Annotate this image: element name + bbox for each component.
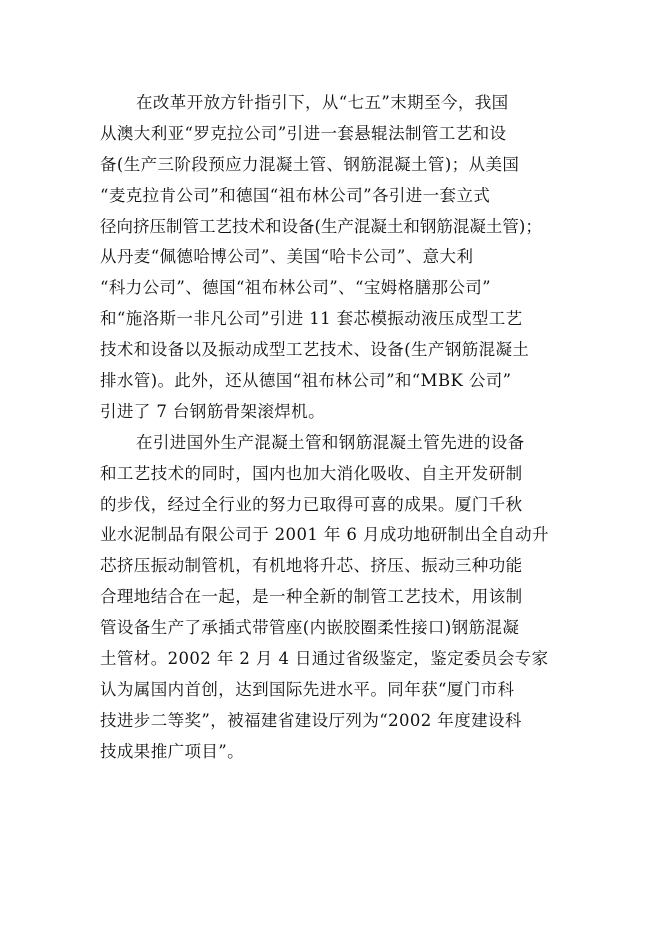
- text-line: 业水泥制品有限公司于 2001 年 6 月成功地研制出全自动升: [100, 525, 549, 545]
- text-line: 和“施洛斯一非凡公司”引进 11 套芯模振动液压成型工艺: [100, 309, 523, 329]
- text-line: “科力公司”、德国“祖布林公司”、“宝姆格膳那公司”: [100, 278, 492, 298]
- paragraph-2: [100, 428, 570, 768]
- text-line: 技成果推广项目”。: [100, 741, 245, 761]
- text-line: 土管材。2002 年 2 月 4 日通过省级鉴定，鉴定委员会专家: [100, 649, 549, 669]
- text-line: 从澳大利亚“罗克拉公司”引进一套悬辊法制管工艺和设: [100, 123, 507, 143]
- text-line: “麦克拉肯公司”和德国“祖布林公司”各引进一套立式: [100, 185, 491, 205]
- text-line: 径向挤压制管工艺技术和设备(生产混凝土和钢筋混凝土管)；: [100, 216, 542, 236]
- text-line: 合理地结合在一起，是一种全新的制管工艺技术，用该制: [100, 587, 523, 607]
- text-line: 在引进国外生产混凝土管和钢筋混凝土管先进的设备: [136, 432, 525, 452]
- text-line: 技进步二等奖”，被福建省建设厅列为“2002 年度建设科: [100, 710, 522, 730]
- text-line: 管设备生产了承插式带管座(内嵌胶圈柔性接口)钢筋混凝: [100, 618, 520, 638]
- text-line: 排水管)。此外，还从德国“祖布林公司”和“MBK 公司”: [100, 371, 512, 391]
- text-line: 技术和设备以及振动成型工艺技术、设备(生产钢筋混凝土: [100, 340, 530, 360]
- text-line: 在改革开放方针指引下，从“七五”末期至今，我国: [136, 93, 509, 112]
- text-line: 引进了 7 台钢筋骨架滚焊机。: [100, 401, 325, 421]
- text-line: 从丹麦“佩德哈博公司”、美国“哈卡公司”、意大利: [100, 247, 474, 267]
- paragraph-1: [100, 88, 570, 428]
- text-line: 的步伐，经过全行业的努力已取得可喜的成果。厦门千秋: [100, 494, 523, 514]
- text-line: 认为属国内首创，达到国际先进水平。同年获“厦门市科: [100, 679, 515, 699]
- text-line: 备(生产三阶段预应力混凝土管、钢筋混凝土管)；从美国: [100, 154, 520, 174]
- text-line: 和工艺技术的同时，国内也加大消化吸收、自主开发研制: [100, 463, 523, 483]
- body-text: [100, 88, 570, 768]
- text-line: 芯挤压振动制管机，有机地将升芯、挤压、振动三种功能: [100, 556, 523, 576]
